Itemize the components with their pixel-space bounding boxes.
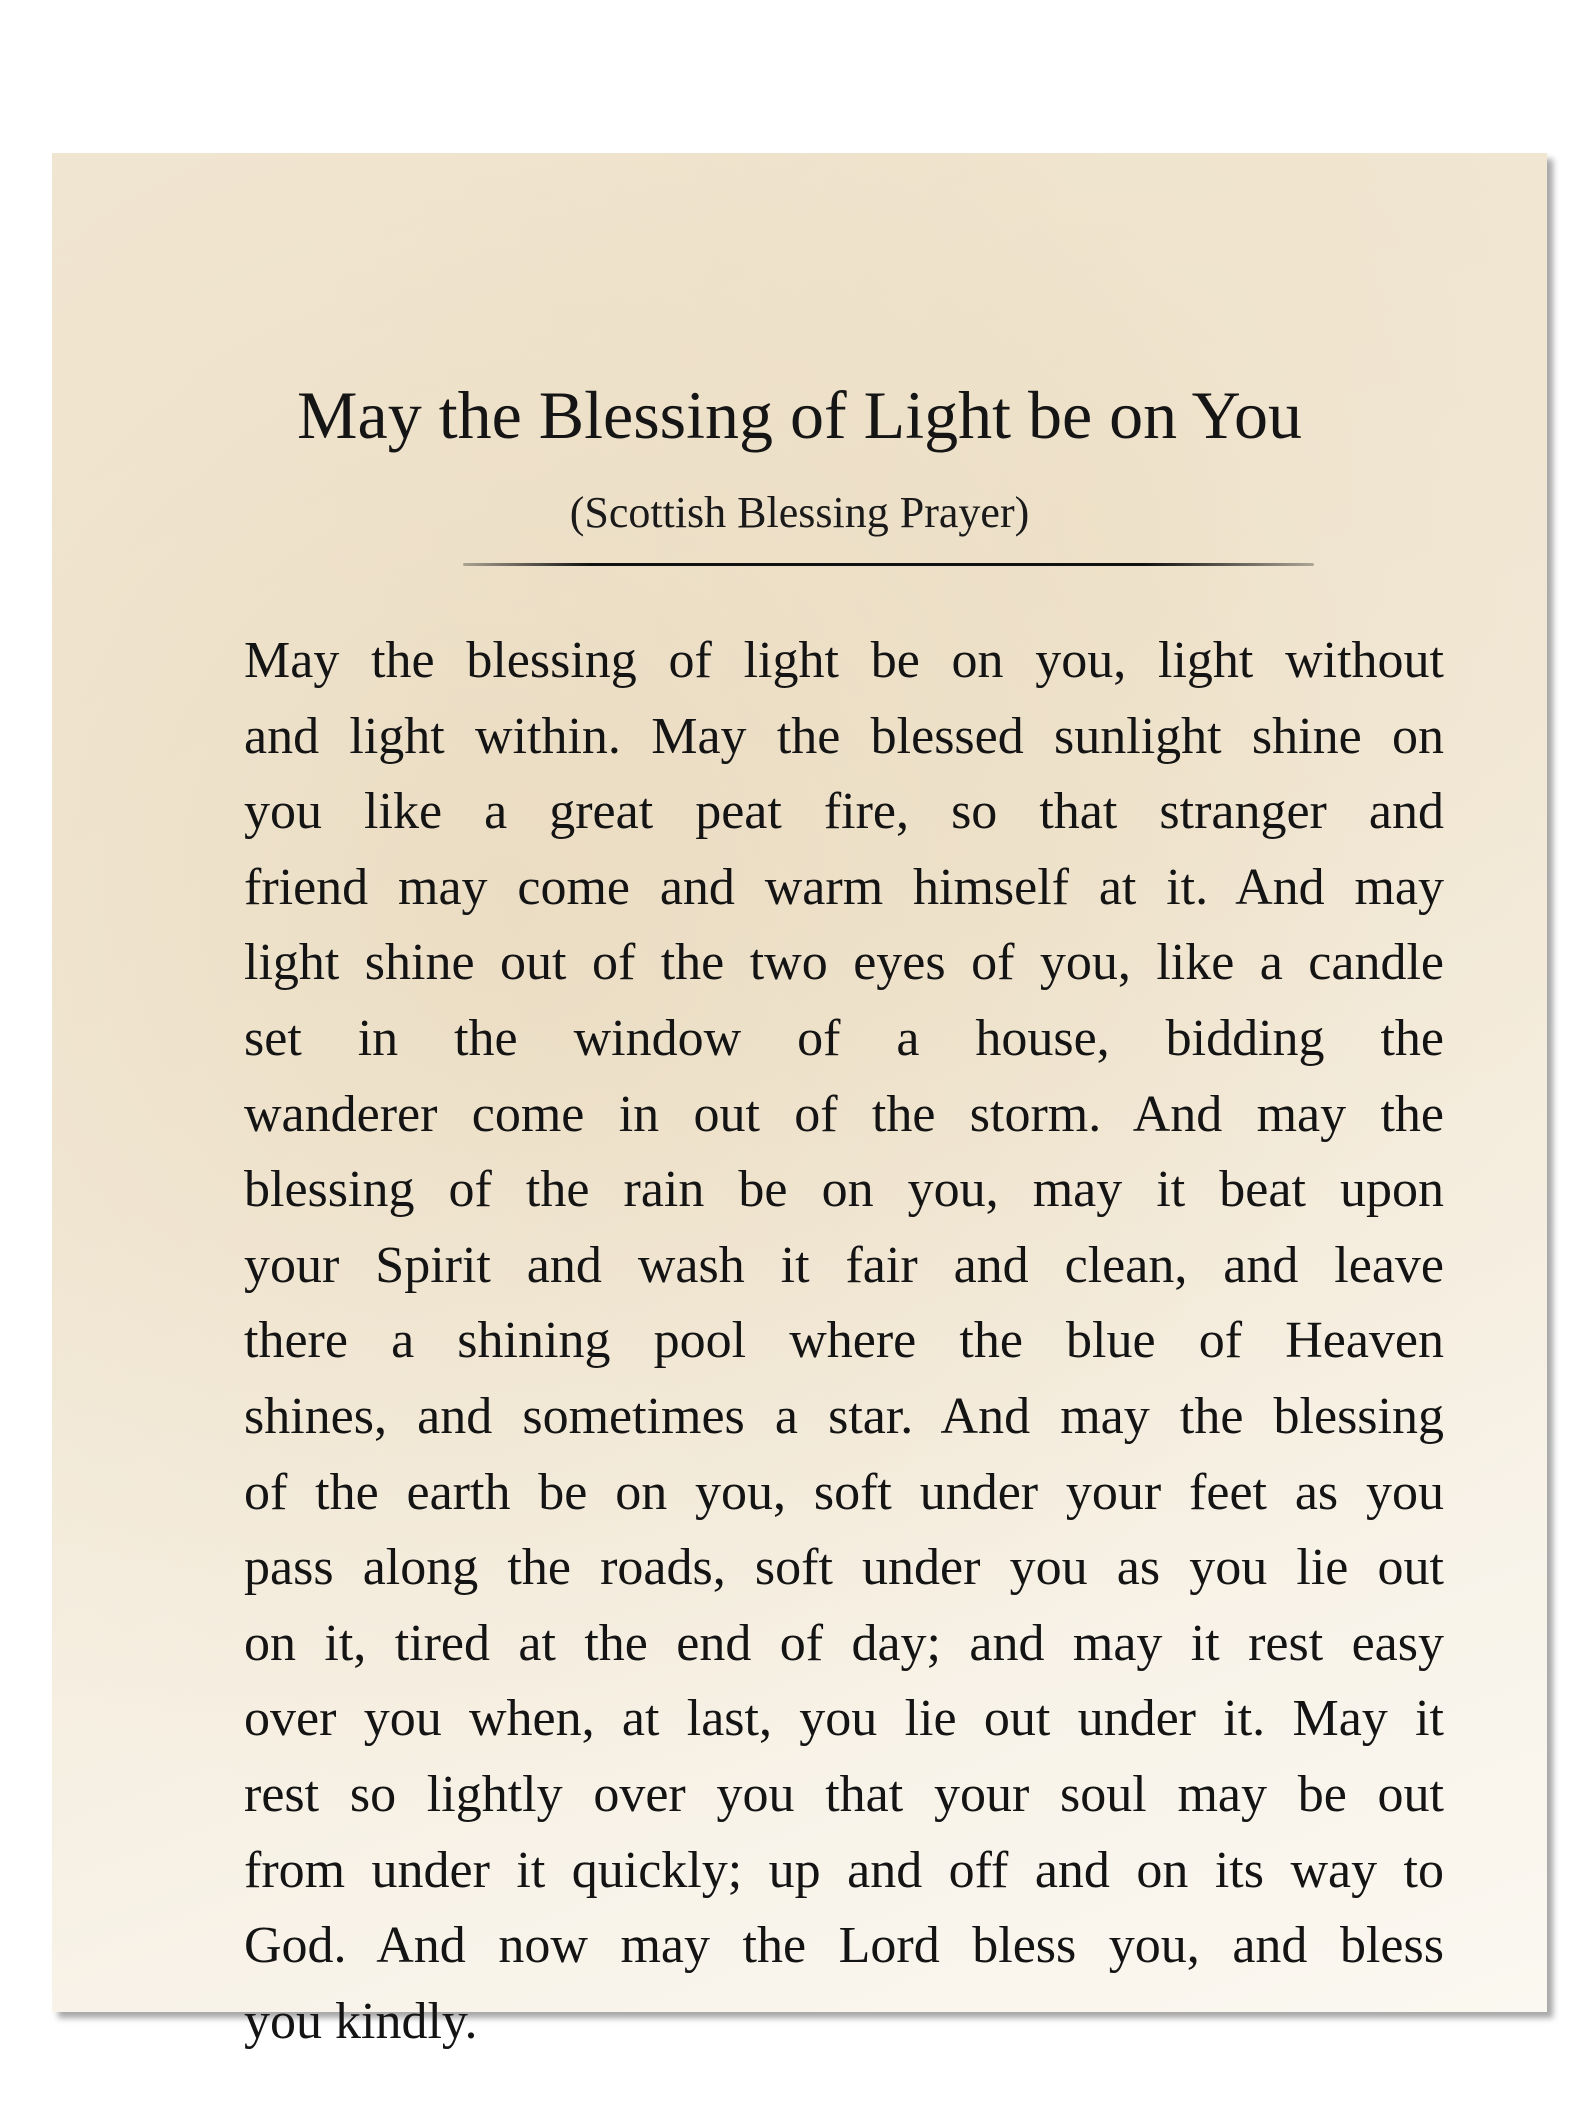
prayer-line: blessing of the rain be on you, may it beat upon [244, 1161, 1444, 1219]
divider-rule [463, 563, 1314, 566]
prayer-line: God. And now may the Lord bless you, and bless [244, 1917, 1444, 1975]
prayer-line: you like a great peat fire, so that stranger and [244, 783, 1444, 841]
prayer-line: light shine out of the two eyes of you, like a candle [244, 934, 1444, 992]
prayer-line: wanderer come in out of the storm. And may the [244, 1085, 1444, 1143]
prayer-line: your Spirit and wash it fair and clean, and leave [244, 1236, 1444, 1294]
prayer-line: pass along the roads, soft under you as you lie out [244, 1539, 1444, 1597]
page-subtitle: (Scottish Blessing Prayer) [569, 488, 1030, 537]
prayer-line: from under it quickly; up and off and on its way to [244, 1841, 1444, 1899]
print-paper [52, 153, 1547, 2050]
prayer-line: shines, and sometimes a star. And may the blessing [244, 1387, 1444, 1445]
prayer-body [244, 623, 1444, 2059]
prayer-line: set in the window of a house, bidding the [244, 1009, 1444, 1067]
prayer-line: May the blessing of light be on you, light without [244, 632, 1444, 689]
prayer-line: friend may come and warm himself at it. And may [244, 858, 1444, 916]
prayer-line: there a shining pool where the blue of Heaven [244, 1312, 1444, 1370]
prayer-line: on it, tired at the end of day; and may it rest easy [244, 1614, 1444, 1672]
prayer-line: you kindly. [244, 1992, 478, 2050]
prayer-line: over you when, at last, you lie out under it. May it [244, 1690, 1444, 1748]
prayer-line: rest so lightly over you that your soul may be out [244, 1765, 1444, 1823]
prayer-line: of the earth be on you, soft under your feet as you [244, 1463, 1444, 1521]
page-title: May the Blessing of Light be on You [297, 377, 1302, 453]
prayer-line: and light within. May the blessed sunlight shine on [244, 707, 1444, 765]
